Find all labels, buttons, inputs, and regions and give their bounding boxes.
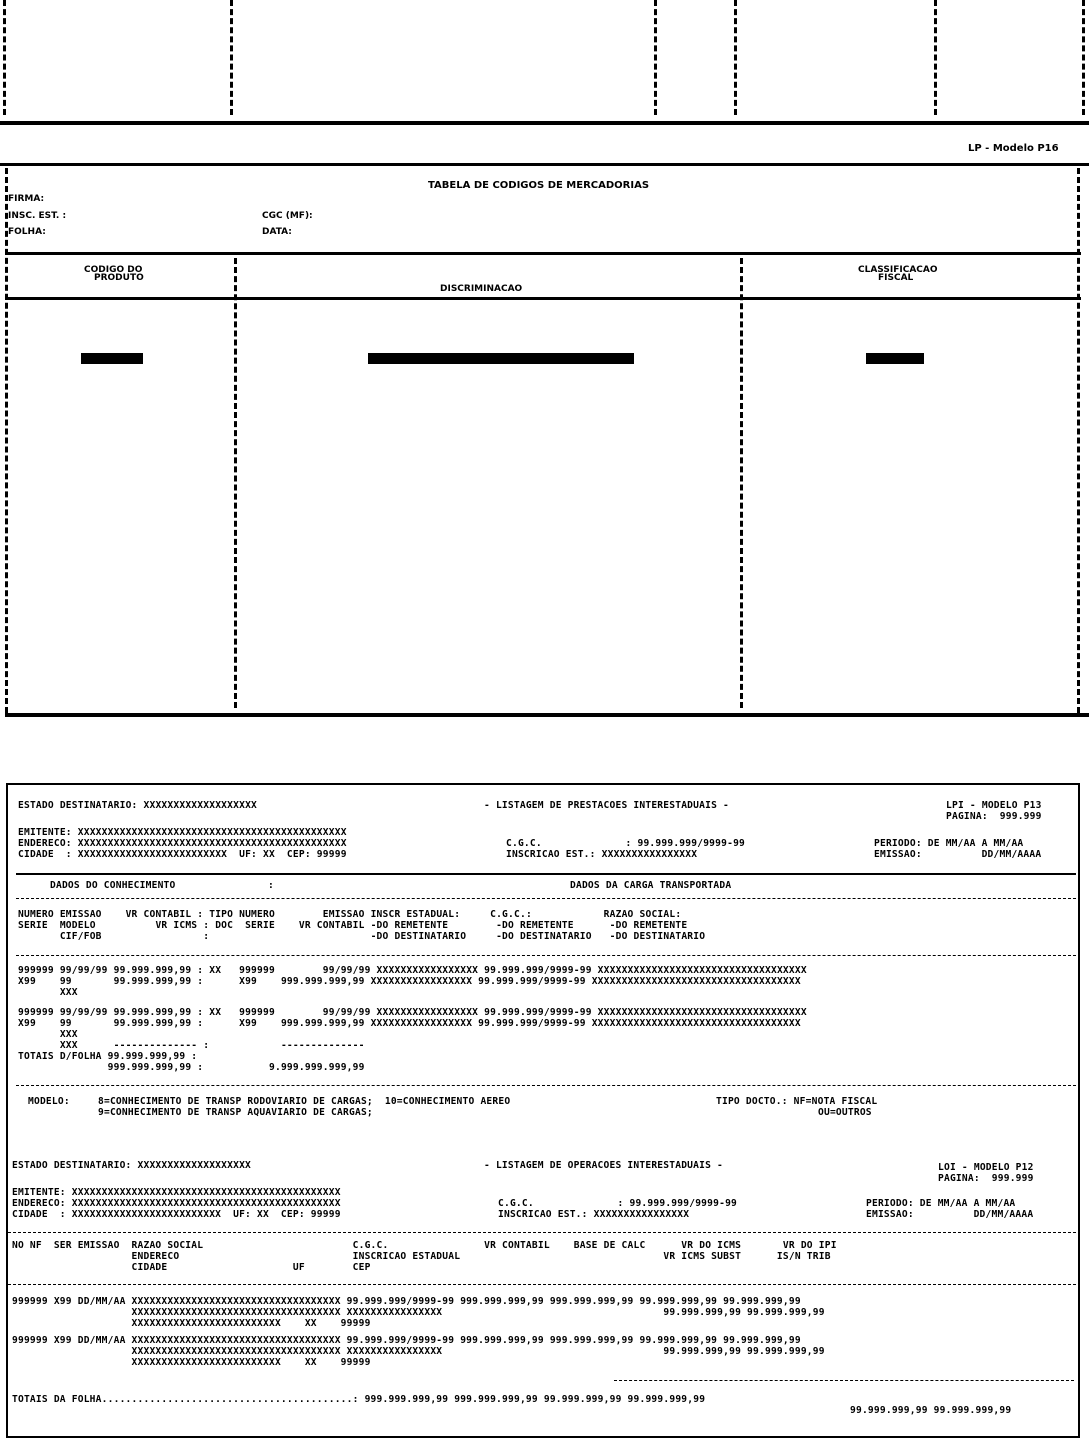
loi-totals-line2: 99.999.999,99 99.999.999,99 [850, 1405, 1012, 1416]
lpi-row: 999999 99/99/99 99.999.999,99 : XX 999999 99/99/99 XXXXXXXXXXXXXXXXX 99.999.999/9999-99 XXXXXXXXXXXXXXXXXXXXXXXXXXXXXXXXXXX [18, 965, 807, 976]
p16-redacted-classification [866, 353, 924, 364]
p16-left-border [5, 168, 8, 713]
loi-totals: TOTAIS DA FOLHA..........................................: 999.999.999,99 999.999.999,99 99.999.999,99 99.999.999,99 [12, 1394, 706, 1405]
lpi-title: - LISTAGEM DE PRESTACOES INTERESTADUAIS - [484, 800, 730, 811]
lpi-emitente: EMITENTE: XXXXXXXXXXXXXXXXXXXXXXXXXXXXXXXXXXXXXXXXXXXXX [18, 827, 347, 838]
top-col-divider-1 [3, 0, 6, 115]
p16-col1-header-line2: PRODUTO [94, 273, 144, 283]
loi-emissao: EMISSAO: DD/MM/AAAA [866, 1209, 1034, 1220]
top-col-divider-4 [734, 0, 737, 115]
lpi-page: PAGINA: 999.999 [946, 811, 1042, 822]
loi-title: - LISTAGEM DE OPERACOES INTERESTADUAIS - [484, 1160, 724, 1171]
loi-row: 999999 X99 DD/MM/AA XXXXXXXXXXXXXXXXXXXXXXXXXXXXXXXXXXX 99.999.999/9999-99 999.999.999,99 999.999.999,99 99.999.999,99 99.999.999,99 [12, 1335, 801, 1346]
p16-title: TABELA DE CODIGOS DE MERCADORIAS [428, 180, 650, 191]
lpi-row: XXX [18, 987, 78, 998]
lpi-cidade: CIDADE : XXXXXXXXXXXXXXXXXXXXXXXXX UF: XX CEP: 99999 [18, 849, 347, 860]
p16-col3-header-line1: CLASSIFICACAO [858, 265, 938, 275]
loi-cgc: C.G.C. : 99.999.999/9999-99 [498, 1198, 738, 1209]
loi-model: LOI - MODELO P12 [938, 1162, 1034, 1173]
lpi-row: XXX [18, 1029, 78, 1040]
lpi-endereco: ENDERECO: XXXXXXXXXXXXXXXXXXXXXXXXXXXXXXXXXXXXXXXXXXXXX [18, 838, 347, 849]
lpi-emissao: EMISSAO: DD/MM/AAAA [874, 849, 1042, 860]
top-col-divider-6 [1082, 0, 1085, 115]
loi-rule-1 [8, 1232, 1076, 1233]
loi-row: 999999 X99 DD/MM/AA XXXXXXXXXXXXXXXXXXXXXXXXXXXXXXXXXXX 99.999.999/9999-99 999.999.999,99 999.999.999,99 99.999.999,99 99.999.999,99 [12, 1296, 801, 1307]
p16-col-divider-1 [234, 258, 237, 708]
p16-col2-header: DISCRIMINACAO [440, 284, 523, 294]
lpi-section-colon: : [268, 880, 274, 891]
p16-col-divider-2 [740, 258, 743, 708]
lpi-rule-1 [16, 873, 1076, 875]
loi-cidade: CIDADE : XXXXXXXXXXXXXXXXXXXXXXXXX UF: XX CEP: 99999 [12, 1209, 341, 1220]
lpi-row: X99 99 99.999.999,99 : X99 999.999.999,99 XXXXXXXXXXXXXXXXX 99.999.999/9999-99 XXXXXXXXXXXXXXXXXXXXXXXXXXXXXXXXXXX [18, 1018, 801, 1029]
loi-row: XXXXXXXXXXXXXXXXXXXXXXXXXXXXXXXXXXX XXXXXXXXXXXXXXXX 99.999.999,99 99.999.999,99 [12, 1307, 825, 1318]
loi-row: XXXXXXXXXXXXXXXXXXXXXXXXX XX 99999 [12, 1318, 371, 1329]
lpi-header-2: SERIE MODELO VR ICMS : DOC SERIE VR CONTABIL -DO REMETENTE -DO REMETENTE -DO REMETENTE [18, 920, 688, 931]
lpi-totals-row: 999.999.999,99 : 9.999.999.999,99 [18, 1062, 365, 1073]
top-col-divider-5 [934, 0, 937, 115]
loi-page: PAGINA: 999.999 [938, 1173, 1034, 1184]
p16-firma-label: FIRMA: [8, 194, 45, 204]
lpi-section-right: DADOS DA CARGA TRANSPORTADA [570, 880, 732, 891]
lpi-modelo-line2: 9=CONHECIMENTO DE TRANSP AQUAVIARIO DE CARGAS; [98, 1107, 373, 1118]
lpi-row: 999999 99/99/99 99.999.999,99 : XX 999999 99/99/99 XXXXXXXXXXXXXXXXX 99.999.999/9999-99 XXXXXXXXXXXXXXXXXXXXXXXXXXXXXXXXXXX [18, 1007, 807, 1018]
lpi-rule-3 [16, 955, 1076, 956]
top-col-divider-2 [230, 0, 233, 115]
lpi-header-1: NUMERO EMISSAO VR CONTABIL : TIPO NUMERO EMISSAO INSCR ESTADUAL: C.G.C.: RAZAO SOCIAL: [18, 909, 682, 920]
p16-redacted-code [81, 353, 143, 364]
loi-row: XXXXXXXXXXXXXXXXXXXXXXXXX XX 99999 [12, 1357, 371, 1368]
lpi-row: XXX -------------- : -------------- [18, 1040, 365, 1051]
lpi-row: X99 99 99.999.999,99 : X99 999.999.999,99 XXXXXXXXXXXXXXXXX 99.999.999/9999-99 XXXXXXXXXXXXXXXXXXXXXXXXXXXXXXXXXXX [18, 976, 801, 987]
p16-header-rule [5, 252, 1081, 255]
p16-cgc-label: CGC (MF): [262, 211, 313, 221]
p16-model-label: LP - Modelo P16 [968, 143, 1059, 154]
lpi-tipo-line1: TIPO DOCTO.: NF=NOTA FISCAL [716, 1096, 878, 1107]
lpi-estado: ESTADO DESTINATARIO: XXXXXXXXXXXXXXXXXXX [18, 800, 258, 811]
loi-emitente: EMITENTE: XXXXXXXXXXXXXXXXXXXXXXXXXXXXXXXXXXXXXXXXXXXXX [12, 1187, 341, 1198]
loi-row: XXXXXXXXXXXXXXXXXXXXXXXXXXXXXXXXXXX XXXXXXXXXXXXXXXX 99.999.999,99 99.999.999,99 [12, 1346, 825, 1357]
p16-redacted-description [368, 353, 634, 364]
loi-estado: ESTADO DESTINATARIO: XXXXXXXXXXXXXXXXXXX [12, 1160, 252, 1171]
lpi-modelo-line1: 8=CONHECIMENTO DE TRANSP RODOVIARIO DE CARGAS; 10=CONHECIMENTO AEREO [98, 1096, 511, 1107]
loi-header-3: CIDADE UF CEP [12, 1262, 371, 1273]
lpi-cgc: C.G.C. : 99.999.999/9999-99 [506, 838, 746, 849]
loi-periodo: PERIODO: DE MM/AA A MM/AA [866, 1198, 1016, 1209]
loi-header-2: ENDERECO INSCRICAO ESTADUAL VR ICMS SUBST IS/N TRIB [12, 1251, 831, 1262]
p16-data-label: DATA: [262, 227, 292, 237]
p16-col3-header-line2: FISCAL [878, 273, 914, 283]
p16-bottom-rule [5, 713, 1089, 717]
lpi-tipo-line2: OU=OUTROS [818, 1107, 872, 1118]
top-col-divider-3 [654, 0, 657, 115]
lpi-modelo-label: MODELO: [28, 1096, 70, 1107]
p16-top-rule [0, 163, 1089, 166]
lpi-periodo: PERIODO: DE MM/AA A MM/AA [874, 838, 1024, 849]
loi-endereco: ENDERECO: XXXXXXXXXXXXXXXXXXXXXXXXXXXXXXXXXXXXXXXXXXXXX [12, 1198, 341, 1209]
top-form-bottom-rule [0, 121, 1089, 125]
lpi-insc: INSCRICAO EST.: XXXXXXXXXXXXXXXX [506, 849, 698, 860]
lpi-section-left: DADOS DO CONHECIMENTO [50, 880, 176, 891]
lpi-rule-4 [16, 1085, 1076, 1086]
p16-insc-label: INSC. EST. : [8, 211, 67, 221]
lpi-totals-row: TOTAIS D/FOLHA 99.999.999,99 : [18, 1051, 198, 1062]
loi-rule-2 [8, 1284, 1076, 1285]
p16-folha-label: FOLHA: [8, 227, 46, 237]
lpi-header-3: CIF/FOB : -DO DESTINATARIO -DO DESTINATARIO -DO DESTINATARIO [18, 931, 706, 942]
p16-colhead-rule [5, 297, 1081, 300]
lpi-rule-2 [16, 898, 1076, 899]
loi-totals-rule [614, 1380, 1074, 1381]
lpi-model: LPI - MODELO P13 [946, 800, 1042, 811]
p16-col1-header-line1: CODIGO DO [84, 265, 143, 275]
loi-header-1: NO NF SER EMISSAO RAZAO SOCIAL C.G.C. VR CONTABIL BASE DE CALC VR DO ICMS VR DO IPI [12, 1240, 837, 1251]
loi-insc: INSCRICAO EST.: XXXXXXXXXXXXXXXX [498, 1209, 690, 1220]
p16-right-border [1077, 168, 1080, 713]
